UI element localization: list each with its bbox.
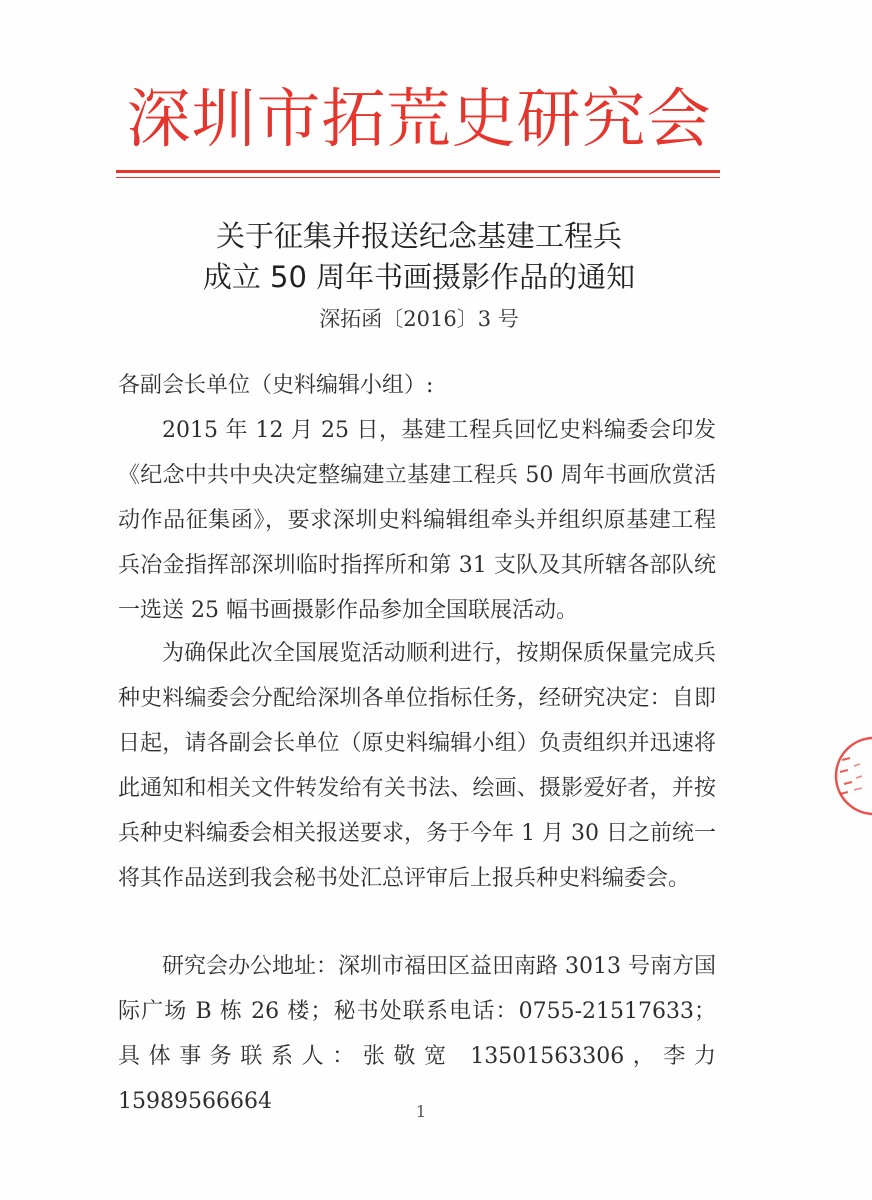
seal-icon (826, 730, 872, 822)
letterhead-red-rule-thick (116, 170, 720, 173)
body-paragraph-3-contact: 研究会办公地址：深圳市福田区益田南路 3013 号南方国际广场 B 栋 26 楼；秘书处联系电话：0755-21517633；具体事务联系人：张敬宽 13501563306，李力 15989566664 (118, 954, 716, 1114)
body-paragraph-2: 为确保此次全国展览活动顺利进行，按期保质保量完成兵种史料编委会分配给深圳各单位指标任务，经研究决定：自即日起，请各副会长单位（原史料编辑小组）负责组织并迅速将此通知和相关文件转发给有关书法、绘画、摄影爱好者，并按兵种史料编委会相关报送要求，务于今年 1 月 30 日之前统一将其作品送到我会秘书处汇总评审后上报兵种史料编委会。 (118, 641, 716, 891)
body-paragraph-1: 2015 年 12 月 25 日，基建工程兵回忆史料编委会印发《纪念中共中央决定整编建立基建工程兵 50 周年书画欣赏活动作品征集函》，要求深圳史料编辑组牵头并组织原基建工程兵冶金指挥部深圳临时指挥所和第 31 支队及其所辖各部队统一选送 25 幅书画摄影作品参加全国联展活动。 (118, 418, 716, 623)
letterhead-organization-name: 深圳市拓荒史研究会 (126, 83, 712, 157)
document-title-line-2: 成立 50 周年书画摄影作品的通知 (202, 260, 636, 294)
red-seal-stamp-fragment (826, 730, 872, 822)
page-number: 1 (415, 1102, 427, 1121)
document-title-line-1: 关于征集并报送纪念基建工程兵 (215, 219, 622, 253)
letterhead-red-rule-thin (116, 177, 720, 178)
document-number: 深拓函〔2016〕3 号 (319, 307, 519, 331)
salutation: 各副会长单位（史料编辑小组）: (118, 373, 434, 398)
